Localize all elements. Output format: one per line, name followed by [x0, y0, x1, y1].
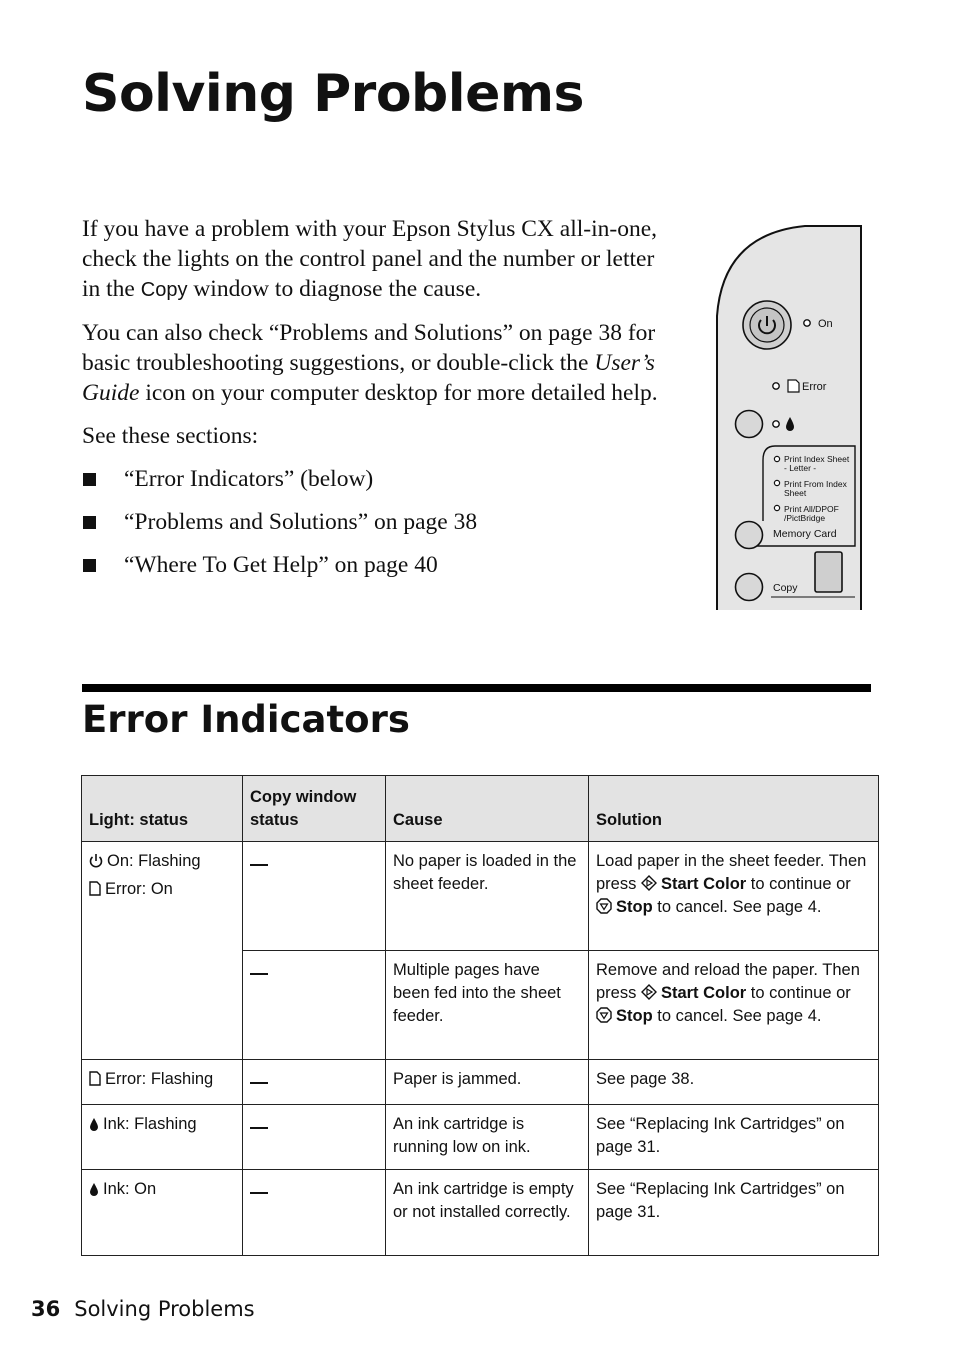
copy-button: [736, 574, 763, 601]
table-row: [82, 1060, 879, 1105]
cause-cell: Paper is jammed.: [386, 1060, 589, 1105]
start-diamond-icon: [641, 984, 657, 1000]
cause-cell: An ink cartridge is running low on ink.: [386, 1105, 589, 1170]
copy-window-display: [815, 552, 842, 592]
solution-cell: See page 38.: [589, 1060, 879, 1105]
copy-window-cell: [243, 1105, 386, 1170]
paper-icon: [788, 380, 799, 392]
error-label: Error: [802, 381, 827, 393]
bullet-square-icon: [83, 473, 96, 486]
table-row: [82, 842, 879, 951]
copy-window-cell: [243, 1170, 386, 1256]
bullet-square-icon: [83, 559, 96, 572]
dash: [250, 973, 268, 975]
cause-cell: An ink cartridge is empty or not installed correctly.: [386, 1170, 589, 1256]
intro-paragraph-2: You can also check “Problems and Solutions” on page 38 for basic troubleshooting suggestions, or double-click the User’s Guide icon on your computer desktop for more detailed help.: [82, 320, 658, 406]
ink-button: [736, 411, 763, 438]
sections-list: [82, 464, 662, 580]
on-label: On: [818, 318, 833, 330]
footer-section: Solving Problems: [74, 1297, 255, 1321]
error-indicators-table: [81, 775, 879, 1256]
light-status-cell: Error: Flashing: [82, 1060, 243, 1105]
svg-text:/PictBridge: /PictBridge: [784, 513, 826, 523]
copy-window-term: Copy: [140, 279, 188, 301]
table-header-row: [82, 776, 879, 842]
intro-paragraph-1: If you have a problem with your Epson Stylus CX all-in-one, check the lights on the control panel and the number or letter in the Copy window to diagnose the cause.: [82, 216, 658, 302]
error-light-icon: [773, 383, 779, 389]
table-row: [82, 1170, 879, 1256]
svg-text:Sheet: Sheet: [784, 488, 807, 498]
control-panel-illustration: [715, 224, 865, 612]
solution-cell: See “Replacing Ink Cartridges” on page 31.: [589, 1170, 879, 1256]
cause-cell: No paper is loaded in the sheet feeder.: [386, 842, 589, 951]
solution-cell: Remove and reload the paper. Then press Start Color to continue or Stop to cancel. See page 4.: [589, 951, 879, 1060]
copy-window-cell: [243, 1060, 386, 1105]
copy-window-cell: [243, 951, 386, 1060]
memory-card-label: Memory Card: [773, 528, 837, 540]
column-header: Copy window status: [243, 776, 386, 842]
power-button: [743, 301, 791, 349]
column-header: Cause: [386, 776, 589, 842]
memory-card-button: [736, 522, 763, 549]
svg-text:Print All/DPOF: Print All/DPOF: [784, 504, 839, 514]
page-number: 36: [31, 1297, 61, 1321]
svg-text:Print Index Sheet: Print Index Sheet: [784, 454, 850, 464]
dash: [250, 1082, 268, 1084]
intro-paragraph-3: See these sections:: [82, 423, 259, 449]
paper-icon: [89, 1071, 101, 1086]
column-header: Solution: [589, 776, 879, 842]
page-title: Solving Problems: [82, 64, 584, 124]
section-title: Error Indicators: [82, 698, 410, 741]
light-status-cell: On: Flashing Error: On: [82, 842, 243, 1060]
power-icon: [89, 853, 103, 868]
ink-drop-icon: [89, 1182, 99, 1196]
paper-icon: [89, 881, 101, 896]
ink-drop-icon: [89, 1117, 99, 1131]
copy-label: Copy: [773, 582, 798, 594]
svg-text:Print From Index: Print From Index: [784, 479, 847, 489]
page-footer: [31, 1297, 255, 1321]
solution-cell: Load paper in the sheet feeder. Then press Start Color to continue or Stop to cancel. See page 4.: [589, 842, 879, 951]
svg-text:- Letter -: - Letter -: [784, 463, 817, 473]
light-status-cell: Ink: Flashing: [82, 1105, 243, 1170]
column-header: Light: status: [82, 776, 243, 842]
cause-cell: Multiple pages have been fed into the sheet feeder.: [386, 951, 589, 1060]
intro-text: [82, 214, 662, 593]
list-item: “Where To Get Help” on page 40: [82, 550, 662, 580]
on-light-icon: [804, 320, 810, 326]
stop-icon: [596, 1007, 612, 1023]
dash: [250, 1127, 268, 1129]
start-diamond-icon: [641, 875, 657, 891]
ink-light-icon: [773, 421, 779, 427]
mode-light-icon: [774, 456, 779, 461]
stop-icon: [596, 898, 612, 914]
dash: [250, 864, 268, 866]
solution-cell: See “Replacing Ink Cartridges” on page 31.: [589, 1105, 879, 1170]
mode-light-icon: [774, 480, 779, 485]
mode-light-icon: [774, 505, 779, 510]
users-guide-term: User’s Guide: [82, 350, 655, 406]
light-status-cell: Ink: On: [82, 1170, 243, 1256]
copy-window-cell: [243, 842, 386, 951]
dash: [250, 1192, 268, 1194]
bullet-square-icon: [83, 516, 96, 529]
list-item: “Error Indicators” (below): [82, 464, 662, 494]
section-rule: [82, 684, 871, 692]
list-item: “Problems and Solutions” on page 38: [82, 507, 662, 537]
table-row: [82, 1105, 879, 1170]
